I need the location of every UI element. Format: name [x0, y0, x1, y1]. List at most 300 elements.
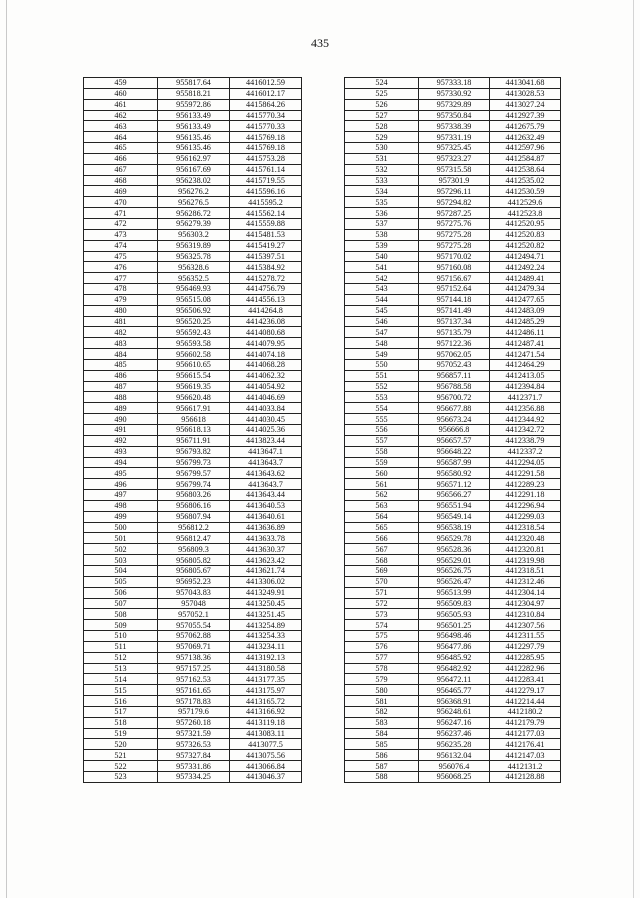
x-coordinate-cell: 957138.36 [158, 652, 230, 663]
x-coordinate-cell: 957275.28 [419, 229, 490, 240]
point-number-cell: 541 [345, 262, 419, 273]
y-coordinate-cell: 4412320.48 [490, 533, 561, 544]
coordinates-table-left [83, 77, 302, 783]
table-row [84, 565, 302, 576]
x-coordinate-cell: 956167.69 [158, 164, 230, 175]
x-coordinate-cell: 955817.64 [158, 78, 230, 89]
y-coordinate-cell: 4413027.24 [490, 99, 561, 110]
table-row [345, 522, 561, 533]
x-coordinate-cell: 956700.72 [419, 392, 490, 403]
point-number-cell: 544 [345, 294, 419, 305]
point-number-cell: 517 [84, 706, 158, 717]
x-coordinate-cell: 956666.8 [419, 425, 490, 436]
point-number-cell: 562 [345, 490, 419, 501]
y-coordinate-cell: 4414236.08 [230, 316, 302, 327]
y-coordinate-cell: 4412180.2 [490, 706, 561, 717]
y-coordinate-cell: 4412492.24 [490, 262, 561, 273]
table-row [345, 284, 561, 295]
table-row [84, 273, 302, 284]
x-coordinate-cell: 957301.9 [419, 175, 490, 186]
table-row [345, 587, 561, 598]
y-coordinate-cell: 4412283.41 [490, 674, 561, 685]
table-row [84, 414, 302, 425]
table-row [345, 175, 561, 186]
x-coordinate-cell: 955972.86 [158, 99, 230, 110]
table-row [84, 240, 302, 251]
y-coordinate-cell: 4412486.11 [490, 327, 561, 338]
point-number-cell: 565 [345, 522, 419, 533]
y-coordinate-cell: 4412487.41 [490, 338, 561, 349]
y-coordinate-cell: 4412311.55 [490, 631, 561, 642]
point-number-cell: 537 [345, 218, 419, 229]
y-coordinate-cell: 4412307.56 [490, 620, 561, 631]
x-coordinate-cell: 956799.57 [158, 468, 230, 479]
x-coordinate-cell: 956529.01 [419, 555, 490, 566]
point-number-cell: 583 [345, 717, 419, 728]
point-number-cell: 542 [345, 273, 419, 284]
page-edge-right [633, 0, 634, 898]
point-number-cell: 572 [345, 598, 419, 609]
x-coordinate-cell: 957048 [158, 598, 230, 609]
point-number-cell: 495 [84, 468, 158, 479]
x-coordinate-cell: 957160.08 [419, 262, 490, 273]
point-number-cell: 536 [345, 208, 419, 219]
point-number-cell: 559 [345, 457, 419, 468]
y-coordinate-cell: 4412289.23 [490, 479, 561, 490]
table-row [84, 761, 302, 772]
x-coordinate-cell: 956571.12 [419, 479, 490, 490]
y-coordinate-cell: 4412535.02 [490, 175, 561, 186]
point-number-cell: 460 [84, 88, 158, 99]
y-coordinate-cell: 4413046.37 [230, 772, 302, 783]
y-coordinate-cell: 4412394.84 [490, 381, 561, 392]
y-coordinate-cell: 4412176.41 [490, 739, 561, 750]
x-coordinate-cell: 956076.4 [419, 761, 490, 772]
x-coordinate-cell: 956477.86 [419, 641, 490, 652]
y-coordinate-cell: 4412342.72 [490, 425, 561, 436]
table-row [84, 316, 302, 327]
y-coordinate-cell: 4412318.54 [490, 522, 561, 533]
table-row [345, 414, 561, 425]
y-coordinate-cell: 4414068.28 [230, 359, 302, 370]
table-row [345, 728, 561, 739]
table-row [345, 327, 561, 338]
x-coordinate-cell: 956602.58 [158, 349, 230, 360]
table-row [345, 99, 561, 110]
x-coordinate-cell: 956068.25 [419, 772, 490, 783]
table-row [84, 403, 302, 414]
y-coordinate-cell: 4413249.91 [230, 587, 302, 598]
y-coordinate-cell: 4414054.92 [230, 381, 302, 392]
x-coordinate-cell: 957122.36 [419, 338, 490, 349]
point-number-cell: 466 [84, 153, 158, 164]
table-row [345, 598, 561, 609]
y-coordinate-cell: 4412371.7 [490, 392, 561, 403]
point-number-cell: 564 [345, 511, 419, 522]
x-coordinate-cell: 957052.43 [419, 359, 490, 370]
table-row [84, 88, 302, 99]
table-row [84, 164, 302, 175]
x-coordinate-cell: 956237.46 [419, 728, 490, 739]
point-number-cell: 478 [84, 284, 158, 295]
x-coordinate-cell: 956465.77 [419, 685, 490, 696]
table-row [345, 576, 561, 587]
x-coordinate-cell: 957157.25 [158, 663, 230, 674]
point-number-cell: 512 [84, 652, 158, 663]
y-coordinate-cell: 4413643.44 [230, 490, 302, 501]
x-coordinate-cell: 957152.64 [419, 284, 490, 295]
x-coordinate-cell: 956526.47 [419, 576, 490, 587]
x-coordinate-cell: 957161.65 [158, 685, 230, 696]
table-row [345, 446, 561, 457]
x-coordinate-cell: 956368.91 [419, 696, 490, 707]
y-coordinate-cell: 4412489.41 [490, 273, 561, 284]
x-coordinate-cell: 957323.27 [419, 153, 490, 164]
x-coordinate-cell: 957043.83 [158, 587, 230, 598]
x-coordinate-cell: 957326.53 [158, 739, 230, 750]
point-number-cell: 504 [84, 565, 158, 576]
y-coordinate-cell: 4413077.5 [230, 739, 302, 750]
y-coordinate-cell: 4413165.72 [230, 696, 302, 707]
table-row [84, 435, 302, 446]
point-number-cell: 488 [84, 392, 158, 403]
y-coordinate-cell: 4413234.11 [230, 641, 302, 652]
point-number-cell: 577 [345, 652, 419, 663]
y-coordinate-cell: 4414080.68 [230, 327, 302, 338]
y-coordinate-cell: 4413823.44 [230, 435, 302, 446]
x-coordinate-cell: 956132.04 [419, 750, 490, 761]
y-coordinate-cell: 4413066.84 [230, 761, 302, 772]
point-number-cell: 470 [84, 197, 158, 208]
table-row [84, 284, 302, 295]
point-number-cell: 472 [84, 218, 158, 229]
x-coordinate-cell: 956247.16 [419, 717, 490, 728]
y-coordinate-cell: 4412177.03 [490, 728, 561, 739]
x-coordinate-cell: 956805.82 [158, 555, 230, 566]
point-number-cell: 532 [345, 164, 419, 175]
y-coordinate-cell: 4412530.59 [490, 186, 561, 197]
x-coordinate-cell: 956592.43 [158, 327, 230, 338]
y-coordinate-cell: 4412296.94 [490, 500, 561, 511]
x-coordinate-cell: 957162.53 [158, 674, 230, 685]
x-coordinate-cell: 956482.92 [419, 663, 490, 674]
point-number-cell: 510 [84, 631, 158, 642]
point-number-cell: 503 [84, 555, 158, 566]
table-row [345, 511, 561, 522]
x-coordinate-cell: 956618.13 [158, 425, 230, 436]
point-number-cell: 574 [345, 620, 419, 631]
table-row [84, 251, 302, 262]
x-coordinate-cell: 956673.24 [419, 414, 490, 425]
y-coordinate-cell: 4412320.81 [490, 544, 561, 555]
point-number-cell: 481 [84, 316, 158, 327]
table-row [345, 262, 561, 273]
table-row [345, 565, 561, 576]
point-number-cell: 485 [84, 359, 158, 370]
table-row [84, 153, 302, 164]
point-number-cell: 508 [84, 609, 158, 620]
point-number-cell: 459 [84, 78, 158, 89]
x-coordinate-cell: 956352.5 [158, 273, 230, 284]
point-number-cell: 575 [345, 631, 419, 642]
y-coordinate-cell: 4413306.02 [230, 576, 302, 587]
point-number-cell: 523 [84, 772, 158, 783]
y-coordinate-cell: 4413192.13 [230, 652, 302, 663]
y-coordinate-cell: 4415864.26 [230, 99, 302, 110]
y-coordinate-cell: 4412294.05 [490, 457, 561, 468]
table-row [84, 468, 302, 479]
x-coordinate-cell: 957331.19 [419, 132, 490, 143]
y-coordinate-cell: 4416012.17 [230, 88, 302, 99]
x-coordinate-cell: 957331.86 [158, 761, 230, 772]
table-row [84, 338, 302, 349]
point-number-cell: 524 [345, 78, 419, 89]
table-row [345, 717, 561, 728]
table-row [84, 696, 302, 707]
y-coordinate-cell: 4412927.39 [490, 110, 561, 121]
x-coordinate-cell: 956135.46 [158, 143, 230, 154]
table-row [345, 772, 561, 783]
point-number-cell: 561 [345, 479, 419, 490]
point-number-cell: 525 [345, 88, 419, 99]
y-coordinate-cell: 4412471.54 [490, 349, 561, 360]
y-coordinate-cell: 4414046.69 [230, 392, 302, 403]
table-row [84, 620, 302, 631]
point-number-cell: 585 [345, 739, 419, 750]
y-coordinate-cell: 4415481.53 [230, 229, 302, 240]
x-coordinate-cell: 956328.6 [158, 262, 230, 273]
y-coordinate-cell: 4412597.96 [490, 143, 561, 154]
y-coordinate-cell: 4414264.8 [230, 305, 302, 316]
x-coordinate-cell: 956587.99 [419, 457, 490, 468]
y-coordinate-cell: 4412297.79 [490, 641, 561, 652]
table-row [84, 99, 302, 110]
table-row [84, 305, 302, 316]
point-number-cell: 555 [345, 414, 419, 425]
point-number-cell: 491 [84, 425, 158, 436]
x-coordinate-cell: 957330.92 [419, 88, 490, 99]
table-row [345, 305, 561, 316]
table-row [84, 490, 302, 501]
point-number-cell: 579 [345, 674, 419, 685]
y-coordinate-cell: 4412291.18 [490, 490, 561, 501]
table-row [345, 533, 561, 544]
table-row [84, 392, 302, 403]
x-coordinate-cell: 957179.6 [158, 706, 230, 717]
x-coordinate-cell: 956472.11 [419, 674, 490, 685]
table-row [84, 78, 302, 89]
y-coordinate-cell: 4413621.74 [230, 565, 302, 576]
table-row [84, 262, 302, 273]
table-row [84, 479, 302, 490]
point-number-cell: 552 [345, 381, 419, 392]
x-coordinate-cell: 956549.14 [419, 511, 490, 522]
x-coordinate-cell: 956526.75 [419, 565, 490, 576]
point-number-cell: 487 [84, 381, 158, 392]
table-row [345, 706, 561, 717]
y-coordinate-cell: 4414033.84 [230, 403, 302, 414]
y-coordinate-cell: 4413643.7 [230, 457, 302, 468]
table-row [345, 370, 561, 381]
x-coordinate-cell: 956498.46 [419, 631, 490, 642]
table-row [84, 229, 302, 240]
x-coordinate-cell: 956276.5 [158, 197, 230, 208]
point-number-cell: 584 [345, 728, 419, 739]
point-number-cell: 521 [84, 750, 158, 761]
table-row [345, 294, 561, 305]
point-number-cell: 497 [84, 490, 158, 501]
y-coordinate-cell: 4413643.62 [230, 468, 302, 479]
x-coordinate-cell: 957327.84 [158, 750, 230, 761]
table-row [345, 663, 561, 674]
point-number-cell: 546 [345, 316, 419, 327]
y-coordinate-cell: 4412344.92 [490, 414, 561, 425]
x-coordinate-cell: 956485.92 [419, 652, 490, 663]
point-number-cell: 513 [84, 663, 158, 674]
x-coordinate-cell: 956806.16 [158, 500, 230, 511]
y-coordinate-cell: 4412312.46 [490, 576, 561, 587]
y-coordinate-cell: 4412632.49 [490, 132, 561, 143]
point-number-cell: 492 [84, 435, 158, 446]
table-row [84, 685, 302, 696]
x-coordinate-cell: 956807.94 [158, 511, 230, 522]
y-coordinate-cell: 4412485.29 [490, 316, 561, 327]
table-row [84, 143, 302, 154]
point-number-cell: 580 [345, 685, 419, 696]
point-number-cell: 463 [84, 121, 158, 132]
x-coordinate-cell: 957170.02 [419, 251, 490, 262]
page-edge-left [6, 0, 7, 898]
y-coordinate-cell: 4412319.98 [490, 555, 561, 566]
x-coordinate-cell: 956803.26 [158, 490, 230, 501]
x-coordinate-cell: 956593.58 [158, 338, 230, 349]
y-coordinate-cell: 4413630.37 [230, 544, 302, 555]
y-coordinate-cell: 4412413.05 [490, 370, 561, 381]
y-coordinate-cell: 4414074.18 [230, 349, 302, 360]
table-row [345, 468, 561, 479]
x-coordinate-cell: 956648.22 [419, 446, 490, 457]
y-coordinate-cell: 4412520.95 [490, 218, 561, 229]
y-coordinate-cell: 4413083.11 [230, 728, 302, 739]
table-row [84, 717, 302, 728]
y-coordinate-cell: 4415596.16 [230, 186, 302, 197]
y-coordinate-cell: 4412529.6 [490, 197, 561, 208]
y-coordinate-cell: 4413254.89 [230, 620, 302, 631]
x-coordinate-cell: 956952.23 [158, 576, 230, 587]
x-coordinate-cell: 956276.2 [158, 186, 230, 197]
table-row [84, 110, 302, 121]
table-row [84, 186, 302, 197]
table-row [84, 706, 302, 717]
point-number-cell: 560 [345, 468, 419, 479]
point-number-cell: 501 [84, 533, 158, 544]
page-number: 435 [311, 36, 329, 50]
table-row [345, 425, 561, 436]
y-coordinate-cell: 4414025.36 [230, 425, 302, 436]
table-row [345, 218, 561, 229]
y-coordinate-cell: 4413166.92 [230, 706, 302, 717]
y-coordinate-cell: 4412318.51 [490, 565, 561, 576]
point-number-cell: 576 [345, 641, 419, 652]
y-coordinate-cell: 4413175.97 [230, 685, 302, 696]
x-coordinate-cell: 956528.36 [419, 544, 490, 555]
point-number-cell: 539 [345, 240, 419, 251]
y-coordinate-cell: 4413028.53 [490, 88, 561, 99]
y-coordinate-cell: 4413640.61 [230, 511, 302, 522]
y-coordinate-cell: 4412279.17 [490, 685, 561, 696]
x-coordinate-cell: 957062.05 [419, 349, 490, 360]
x-coordinate-cell: 956515.08 [158, 294, 230, 305]
point-number-cell: 578 [345, 663, 419, 674]
table-row [345, 359, 561, 370]
point-number-cell: 499 [84, 511, 158, 522]
point-number-cell: 538 [345, 229, 419, 240]
y-coordinate-cell: 4412304.14 [490, 587, 561, 598]
point-number-cell: 534 [345, 186, 419, 197]
point-number-cell: 482 [84, 327, 158, 338]
table-row [345, 316, 561, 327]
table-row [84, 175, 302, 186]
point-number-cell: 581 [345, 696, 419, 707]
x-coordinate-cell: 956551.94 [419, 500, 490, 511]
point-number-cell: 464 [84, 132, 158, 143]
x-coordinate-cell: 956133.49 [158, 121, 230, 132]
table-row [84, 359, 302, 370]
point-number-cell: 530 [345, 143, 419, 154]
y-coordinate-cell: 4415562.14 [230, 208, 302, 219]
y-coordinate-cell: 4412520.83 [490, 229, 561, 240]
point-number-cell: 467 [84, 164, 158, 175]
x-coordinate-cell: 956799.73 [158, 457, 230, 468]
x-coordinate-cell: 956619.35 [158, 381, 230, 392]
table-row [345, 381, 561, 392]
x-coordinate-cell: 956506.92 [158, 305, 230, 316]
x-coordinate-cell: 956793.82 [158, 446, 230, 457]
y-coordinate-cell: 4413640.53 [230, 500, 302, 511]
x-coordinate-cell: 956610.65 [158, 359, 230, 370]
table-row [345, 251, 561, 262]
x-coordinate-cell: 956162.97 [158, 153, 230, 164]
table-row [345, 620, 561, 631]
y-coordinate-cell: 4415769.18 [230, 143, 302, 154]
table-row [345, 750, 561, 761]
y-coordinate-cell: 4415397.51 [230, 251, 302, 262]
table-row [84, 663, 302, 674]
table-row [84, 522, 302, 533]
point-number-cell: 474 [84, 240, 158, 251]
point-number-cell: 511 [84, 641, 158, 652]
table-row [345, 110, 561, 121]
point-number-cell: 484 [84, 349, 158, 360]
y-coordinate-cell: 4413633.78 [230, 533, 302, 544]
y-coordinate-cell: 4413643.7 [230, 479, 302, 490]
point-number-cell: 465 [84, 143, 158, 154]
y-coordinate-cell: 4414062.32 [230, 370, 302, 381]
table-row [345, 153, 561, 164]
table-row [84, 609, 302, 620]
y-coordinate-cell: 4415770.34 [230, 110, 302, 121]
x-coordinate-cell: 956812.47 [158, 533, 230, 544]
x-coordinate-cell: 956325.78 [158, 251, 230, 262]
table-row [345, 457, 561, 468]
x-coordinate-cell: 956501.25 [419, 620, 490, 631]
point-number-cell: 588 [345, 772, 419, 783]
point-number-cell: 506 [84, 587, 158, 598]
x-coordinate-cell: 957321.59 [158, 728, 230, 739]
x-coordinate-cell: 956238.02 [158, 175, 230, 186]
point-number-cell: 527 [345, 110, 419, 121]
table-row [84, 739, 302, 750]
